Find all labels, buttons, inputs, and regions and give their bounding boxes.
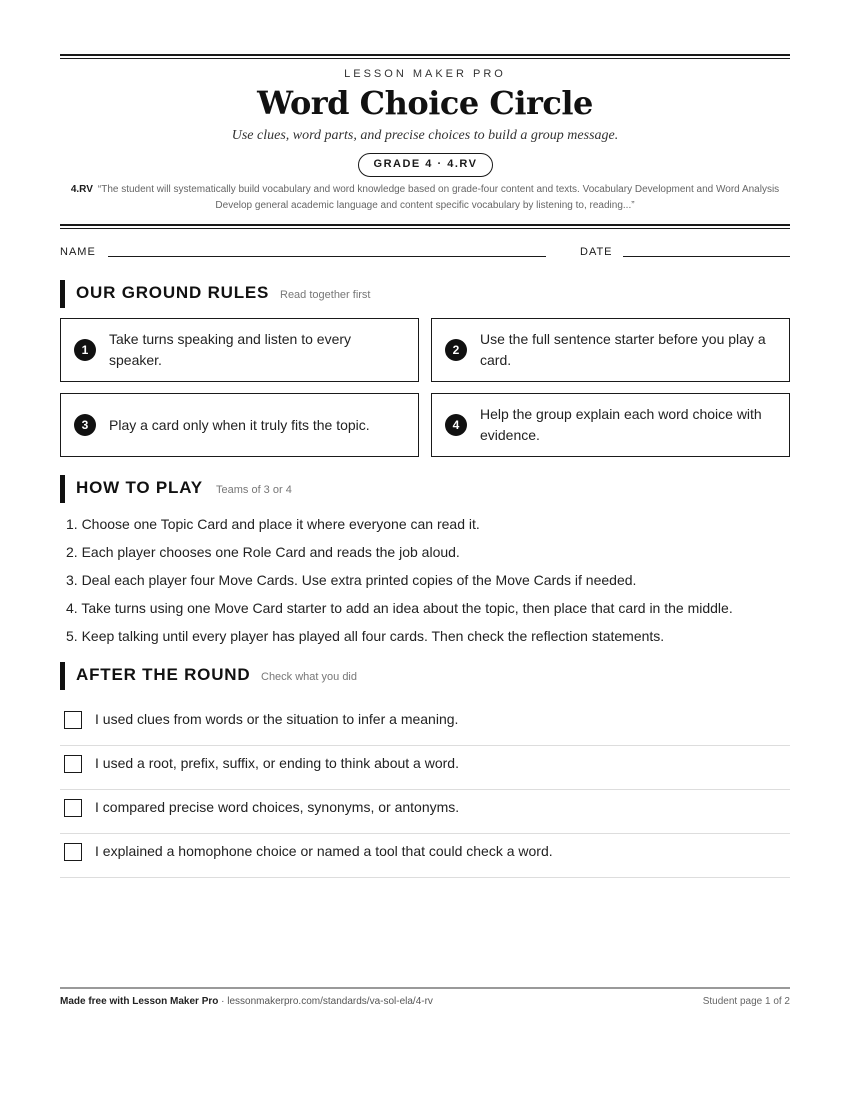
rule-number-badge: 3: [74, 414, 96, 436]
footer-credit: [60, 996, 433, 1007]
step-item: 3. Deal each player four Move Cards. Use extra printed copies of the Move Cards if needed.: [66, 572, 637, 588]
reflection-text: I used clues from words or the situation to infer a meaning.: [95, 711, 459, 727]
rule-text: Take turns speaking and listen to every speaker.: [109, 331, 352, 368]
standard-text: “The student will systematically build vocabulary and word knowledge based on grade-four content and texts. Vocabulary Development and Word Analysis Develop general academic language and content specific vocabulary by listening to, reading...”: [97, 184, 780, 211]
rule-number-badge: 2: [445, 339, 467, 361]
section-bar: [60, 475, 65, 503]
reflection-text: I explained a homophone choice or named a tool that could check a word.: [95, 843, 553, 859]
step-item: 4. Take turns using one Move Card starter to add an idea about the topic, then place that card in the middle.: [66, 600, 733, 616]
reflection-checkbox[interactable]: [64, 843, 82, 861]
section-bar: [60, 662, 65, 690]
page-title: Word Choice Circle: [257, 84, 593, 122]
rule-number-badge: 4: [445, 414, 467, 436]
ground-rule-card: [60, 393, 419, 457]
rule-text: Play a card only when it truly fits the topic.: [109, 416, 370, 433]
standard-code: 4.RV: [70, 184, 93, 195]
reflection-item: [60, 702, 790, 746]
ground-rule-card: [431, 318, 790, 382]
date-line[interactable]: [623, 256, 790, 257]
reflection-item: [60, 746, 790, 790]
step-item: 5. Keep talking until every player has played all four cards. Then check the reflection statements.: [66, 628, 665, 644]
reflection-checkbox[interactable]: [64, 799, 82, 817]
rule-text: Help the group explain each word choice with evidence.: [480, 406, 762, 443]
standard-description: [64, 182, 786, 214]
date-label: DATE: [580, 246, 613, 258]
reflection-text: I compared precise word choices, synonyms, or antonyms.: [95, 799, 460, 815]
section-subtitle: Check what you did: [261, 671, 357, 683]
ground-rule-card: [60, 318, 419, 382]
reflection-item: [60, 790, 790, 834]
header-bottom-rule: [60, 224, 790, 229]
how-to-play-steps: [66, 510, 790, 650]
name-label: NAME: [60, 246, 96, 258]
section-subtitle: Teams of 3 or 4: [216, 484, 292, 496]
section-title: AFTER THE ROUND: [76, 665, 251, 684]
brand-label: LESSON MAKER PRO: [344, 68, 506, 80]
page-subtitle: Use clues, word parts, and precise choices to build a group message.: [231, 128, 619, 143]
step-item: 1. Choose one Topic Card and place it where everyone can read it.: [66, 516, 480, 532]
section-title: HOW TO PLAY: [76, 478, 203, 497]
rule-number-badge: 1: [74, 339, 96, 361]
reflection-checkbox[interactable]: [64, 755, 82, 773]
reflection-checkbox[interactable]: [64, 711, 82, 729]
page-number: Student page 1 of 2: [702, 996, 790, 1007]
top-rule: [60, 54, 790, 59]
grade-badge: GRADE 4 · 4.RV: [358, 153, 493, 177]
reflection-text: I used a root, prefix, suffix, or ending to think about a word.: [95, 755, 459, 771]
rule-text: Use the full sentence starter before you play a card.: [480, 331, 766, 368]
section-subtitle: Read together first: [280, 289, 371, 301]
section-title: OUR GROUND RULES: [76, 283, 270, 302]
footer-rule: [60, 987, 790, 989]
reflection-item: [60, 834, 790, 878]
footer-made-with: Made free with Lesson Maker Pro: [60, 996, 219, 1007]
name-line[interactable]: [108, 256, 546, 257]
section-bar: [60, 280, 65, 308]
ground-rule-card: [431, 393, 790, 457]
footer-url[interactable]: · lessonmakerpro.com/standards/va-sol-ela/4-rv: [218, 996, 433, 1007]
step-item: 2. Each player chooses one Role Card and reads the job aloud.: [66, 544, 460, 560]
